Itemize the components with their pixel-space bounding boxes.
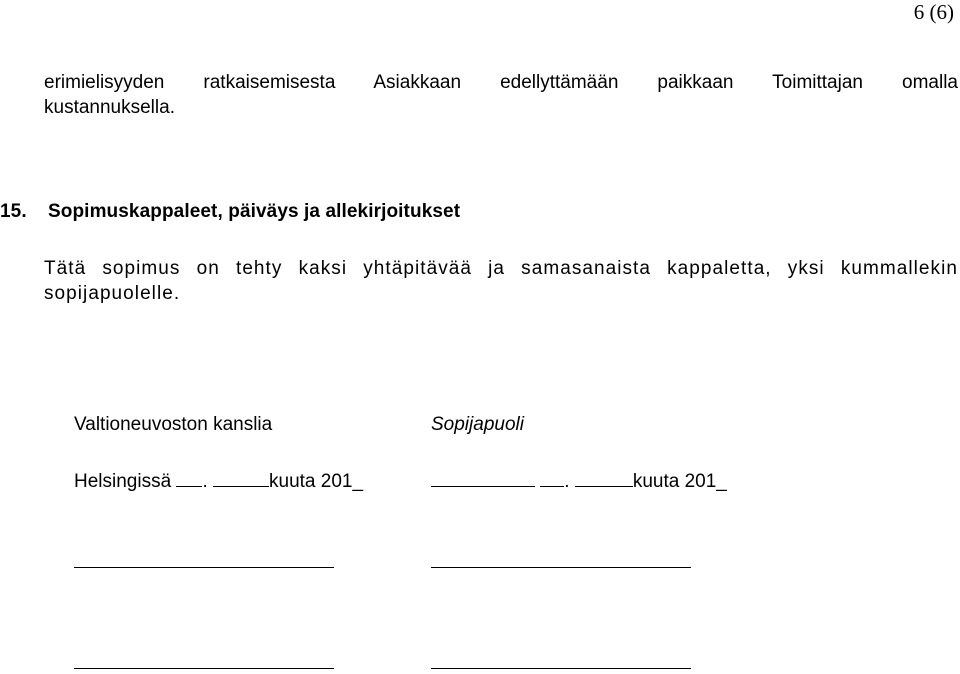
right-name-line [431, 668, 691, 669]
section-body-line-1: Tätä sopimus on tehty kaksi yhtäpitävää ja samasanaista kappaletta, yksi kummallekin [44, 258, 958, 279]
left-signature-line [74, 567, 334, 568]
section-number: 15. [0, 201, 27, 222]
continuation-line-1: erimielisyyden ratkaisemisesta Asiakkaan edellyttämään paikkaan Toimittajan omalla [44, 72, 958, 93]
right-signature-line [431, 567, 691, 568]
right-date-line [431, 468, 727, 493]
right-dot: . [564, 471, 570, 492]
section-heading [0, 201, 460, 223]
left-dot: . [202, 471, 208, 492]
section-title: Sopimuskappaleet, päiväys ja allekirjoitukset [48, 201, 461, 222]
right-month-text: kuuta 201_ [632, 471, 727, 492]
right-month-blank [575, 468, 633, 487]
left-date-line [74, 468, 363, 493]
left-day-blank [176, 468, 202, 487]
section-body [44, 256, 958, 306]
right-party-name: Sopijapuoli [431, 414, 524, 435]
continuation-paragraph [44, 70, 958, 120]
left-party-name: Valtioneuvoston kanslia [74, 414, 273, 435]
right-day-blank [540, 468, 564, 487]
left-name-line [74, 668, 334, 669]
left-place: Helsingissä [74, 471, 172, 492]
page-number: 6 (6) [913, 0, 954, 24]
left-month-text: kuuta 201_ [269, 471, 364, 492]
left-month-blank [213, 468, 269, 487]
right-place-blank [431, 468, 535, 487]
continuation-line-2: kustannuksella. [44, 97, 175, 118]
section-body-line-2: sopijapuolelle. [44, 283, 181, 304]
